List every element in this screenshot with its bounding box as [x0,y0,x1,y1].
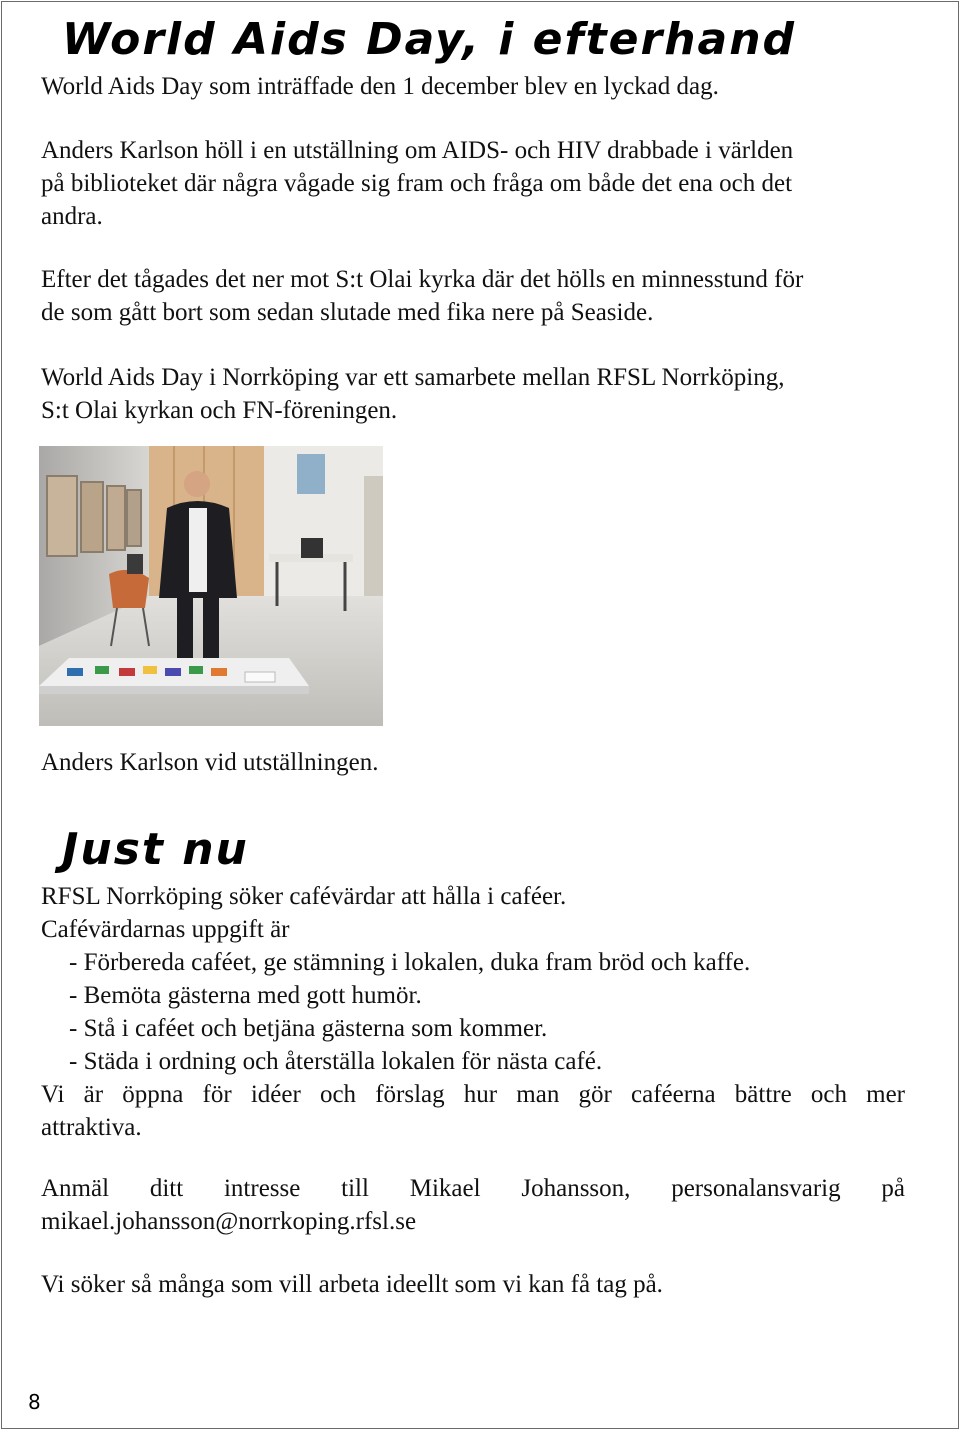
list-item: - Förbereda caféet, ge stämning i lokalen, duka fram bröd och kaffe. [69,949,751,976]
paragraph-intro [41,70,905,103]
text-line: de som gått bort som sedan slutade med fika nere på Seaside. [41,299,654,326]
text-line: Efter det tågades det ner mot S:t Olai kyrka där det hölls en minnesstund för [41,266,804,293]
paragraph-exhibition [41,134,905,233]
text-line: Cafévärdarnas uppgift är [41,916,290,943]
text-line: Vi söker så många som vill arbeta ideellt som vi kan få tag på. [41,1271,663,1298]
text-line: Anmäl ditt intresse till Mikael Johansson, personalansvarig på [41,1175,905,1202]
text-line: andra. [41,203,103,230]
text-line: Anders Karlson höll i en utställning om AIDS- och HIV drabbade i världen [41,137,794,164]
paragraph-closing [41,1268,905,1301]
text-line: attraktiva. [41,1114,142,1141]
list-item: - Städa i ordning och återställa lokalen för nästa café. [69,1048,603,1075]
paragraph-cooperation [41,361,905,427]
list-item: - Bemöta gästerna med gott humör. [69,982,422,1009]
text-line: World Aids Day som inträffade den 1 december blev en lyckad dag. [41,73,719,100]
text-line: Vi är öppna för idéer och förslag hur man gör caféerna bättre och mer [41,1081,905,1108]
paragraph-contact [41,1172,905,1238]
photo-caption: Anders Karlson vid utställningen. [41,749,379,776]
text-line: på biblioteket där några vågade sig fram och fråga om både det ena och det [41,170,793,197]
text-line: World Aids Day i Norrköping var ett samarbete mellan RFSL Norrköping, [41,364,785,391]
paragraph-cafe [41,880,905,1144]
text-line: S:t Olai kyrkan och FN-föreningen. [41,397,398,424]
section-title: Just nu [62,824,249,875]
article-title: World Aids Day, i efterhand [62,14,797,65]
paragraph-memorial [41,263,905,329]
contact-email: mikael.johansson@norrkoping.rfsl.se [41,1208,417,1235]
exhibition-photo-illustration [39,446,383,726]
exhibition-photo [39,446,383,726]
list-item: - Stå i caféet och betjäna gästerna som kommer. [69,1015,548,1042]
page [1,1,959,1429]
text-line: RFSL Norrköping söker cafévärdar att hålla i caféer. [41,883,567,910]
page-number: 8 [28,1390,41,1414]
